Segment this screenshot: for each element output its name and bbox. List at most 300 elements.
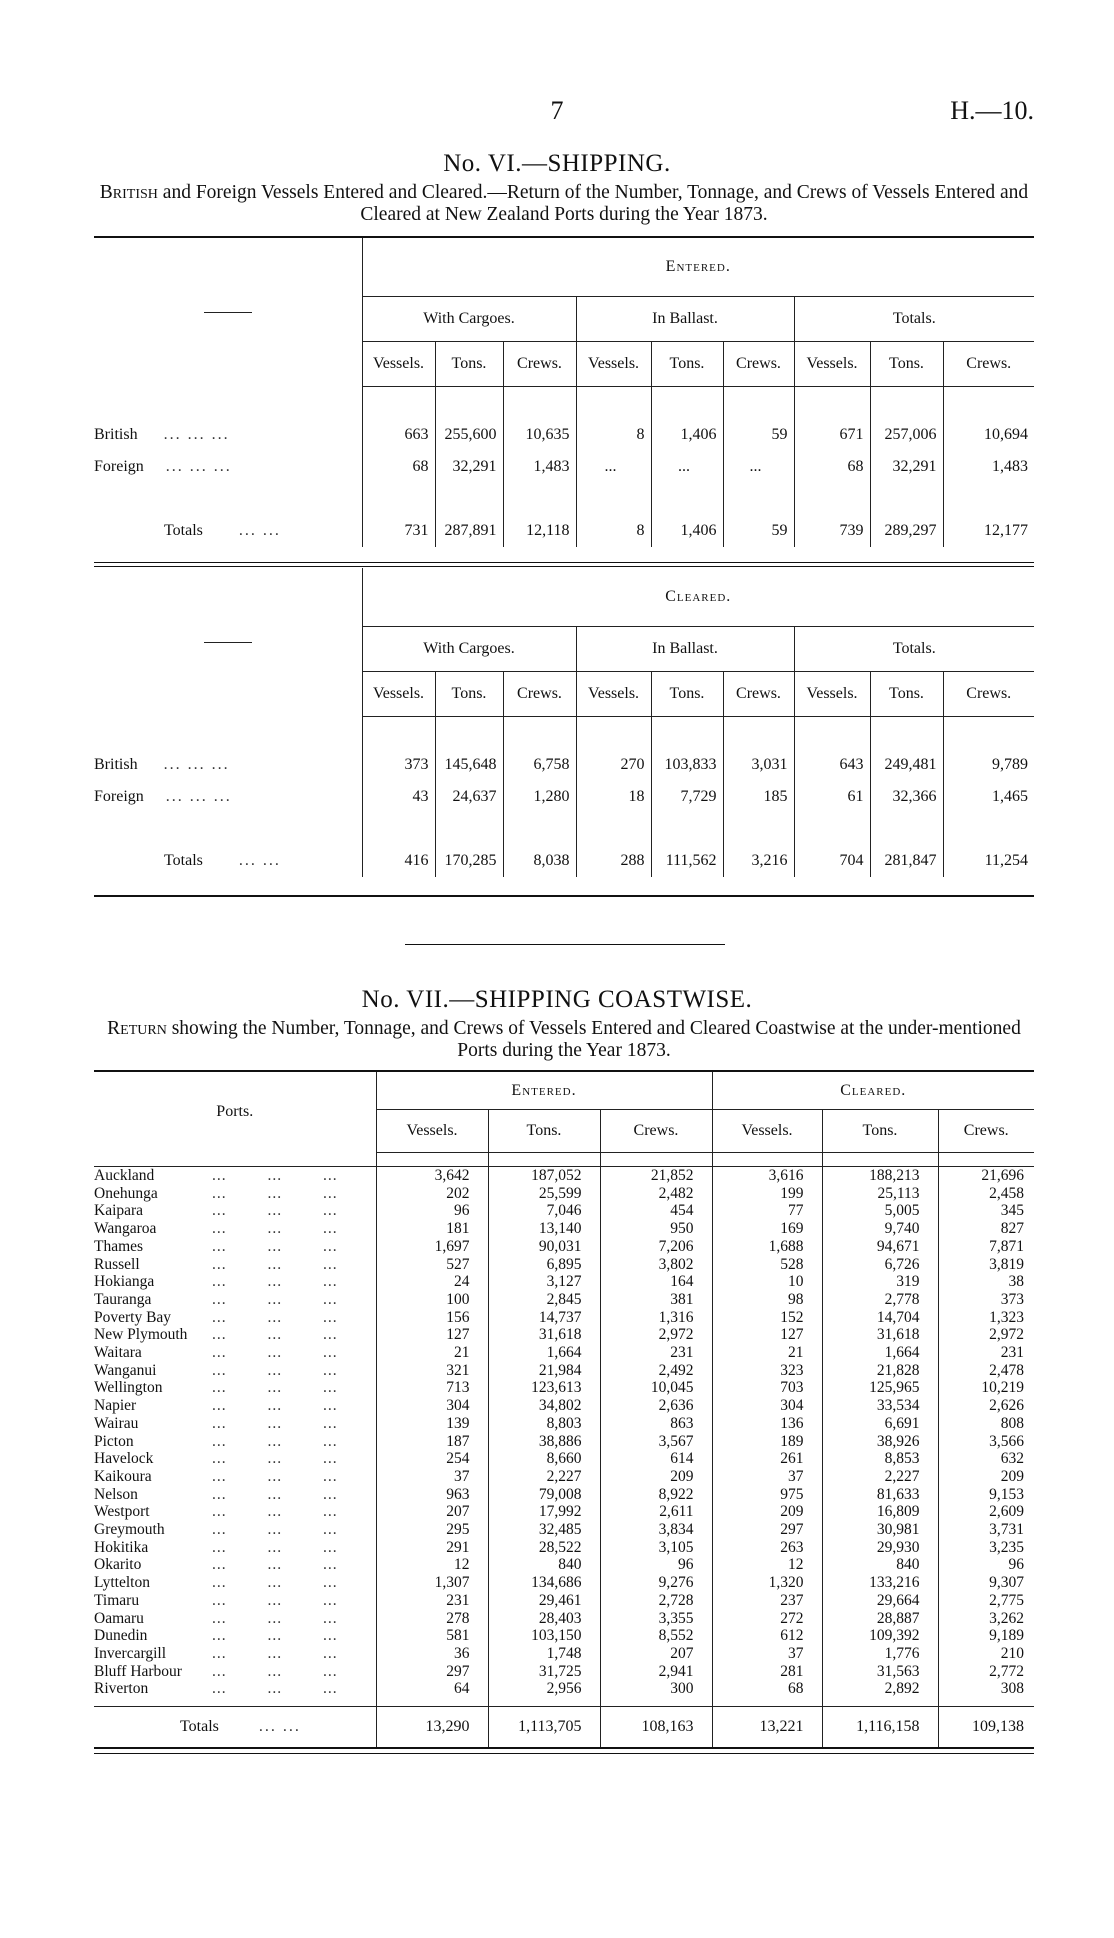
cell: 43 [362, 781, 435, 813]
totals-row [94, 845, 1034, 877]
cell: 295 [376, 1521, 488, 1539]
table-row [94, 1185, 1034, 1203]
col-crews: Crews. [600, 1110, 712, 1152]
cell: 2,609 [938, 1503, 1034, 1521]
cell: 3,802 [600, 1256, 712, 1274]
totals-header: Totals. [794, 297, 1034, 342]
cell: 21 [712, 1344, 822, 1362]
cell: 28,522 [488, 1539, 600, 1557]
cell: 12,118 [503, 515, 576, 547]
port-name: Napier ... ... ... [94, 1397, 338, 1415]
cell: 1,483 [503, 451, 576, 483]
cell: 123,613 [488, 1379, 600, 1397]
cell: 13,290 [376, 1707, 488, 1749]
cell: 3,235 [938, 1539, 1034, 1557]
cell: 289,297 [870, 515, 943, 547]
cell: 261 [712, 1450, 822, 1468]
cell: 31,725 [488, 1663, 600, 1681]
table-row [94, 1468, 1034, 1486]
cell: 321 [376, 1362, 488, 1380]
cell: 381 [600, 1291, 712, 1309]
cell: 79,008 [488, 1486, 600, 1504]
cell: 643 [794, 749, 870, 781]
col-vessels: Vessels. [576, 672, 651, 717]
cell: 24,637 [435, 781, 503, 813]
cell: 3,105 [600, 1539, 712, 1557]
cell: 2,482 [600, 1185, 712, 1203]
cell: 209 [600, 1468, 712, 1486]
cell: 14,737 [488, 1309, 600, 1327]
cell: 59 [723, 515, 794, 547]
section-6-description [94, 182, 1034, 226]
port-name: Hokitika ... ... ... [94, 1538, 338, 1556]
port-name: Auckland ... ... ... [94, 1167, 338, 1184]
cell: 134,686 [488, 1574, 600, 1592]
cell: 1,483 [943, 451, 1034, 483]
cell: 139 [376, 1415, 488, 1433]
cell: 156 [376, 1309, 488, 1327]
cell: 11,254 [943, 845, 1034, 877]
cell: 663 [362, 419, 435, 451]
col-vessels: Vessels. [576, 342, 651, 387]
cell: 2,478 [938, 1362, 1034, 1380]
cell: 21,852 [600, 1167, 712, 1185]
cell: 10,635 [503, 419, 576, 451]
cell: 2,778 [822, 1291, 938, 1309]
cell: 2,492 [600, 1362, 712, 1380]
col-vessels: Vessels. [362, 342, 435, 387]
cell: 731 [362, 515, 435, 547]
cell: 38,926 [822, 1433, 938, 1451]
table-row [94, 1521, 1034, 1539]
totals-header: Totals. [794, 627, 1034, 672]
cell: 10,694 [943, 419, 1034, 451]
table-row [94, 1256, 1034, 1274]
cell: 2,458 [938, 1185, 1034, 1203]
cell: 145,648 [435, 749, 503, 781]
cell: 38,886 [488, 1433, 600, 1451]
cell: 32,485 [488, 1521, 600, 1539]
cell: 6,895 [488, 1256, 600, 1274]
table-6-cleared [94, 568, 1034, 877]
cell: 1,116,158 [822, 1707, 938, 1749]
cell: 373 [362, 749, 435, 781]
col-tons: Tons. [651, 672, 723, 717]
with-cargoes-header: With Cargoes. [362, 627, 576, 672]
cell: 454 [600, 1202, 712, 1220]
cell: 7,871 [938, 1238, 1034, 1256]
port-name: Waitara ... ... ... [94, 1344, 338, 1362]
cell: 3,127 [488, 1273, 600, 1291]
stub-dash [204, 642, 252, 643]
cleared-heading: Cleared. [712, 1072, 1034, 1110]
stub-dash [204, 312, 252, 313]
cell: 2,772 [938, 1663, 1034, 1681]
col-tons: Tons. [870, 672, 943, 717]
cell: 96 [376, 1202, 488, 1220]
cell: 2,972 [600, 1326, 712, 1344]
cell: 2,892 [822, 1680, 938, 1698]
row-label: Foreign ... ... ... [94, 788, 232, 805]
cell: 29,461 [488, 1592, 600, 1610]
cell: 21,984 [488, 1362, 600, 1380]
cell: 68 [794, 451, 870, 483]
cell: 632 [938, 1450, 1034, 1468]
cell: 840 [488, 1556, 600, 1574]
cell: 133,216 [822, 1574, 938, 1592]
cell: 281,847 [870, 845, 943, 877]
cell: 202 [376, 1185, 488, 1203]
table-row [94, 1379, 1034, 1397]
cell: 6,726 [822, 1256, 938, 1274]
cell: 297 [712, 1521, 822, 1539]
cell: 127 [712, 1326, 822, 1344]
section-6-title: No. VI.—SHIPPING. [443, 150, 671, 177]
cell: 1,776 [822, 1645, 938, 1663]
cell: 1,664 [488, 1344, 600, 1362]
col-tons: Tons. [651, 342, 723, 387]
cell: 9,276 [600, 1574, 712, 1592]
col-tons: Tons. [822, 1110, 938, 1152]
col-tons: Tons. [435, 672, 503, 717]
port-name: Wanganui ... ... ... [94, 1361, 338, 1379]
col-crews: Crews. [503, 342, 576, 387]
cell: 64 [376, 1680, 488, 1698]
table-row [94, 1645, 1034, 1663]
cell: 808 [938, 1415, 1034, 1433]
port-name: Tauranga ... ... ... [94, 1290, 338, 1308]
cell: 1,664 [822, 1344, 938, 1362]
cell: 31,618 [488, 1326, 600, 1344]
cell: 37 [376, 1468, 488, 1486]
cell: 9,189 [938, 1627, 1034, 1645]
cell: 2,227 [488, 1468, 600, 1486]
table-7-coastwise [94, 1072, 1034, 1754]
row-label: British ... ... ... [94, 426, 230, 443]
cell: 81,633 [822, 1486, 938, 1504]
cell: 181 [376, 1220, 488, 1238]
cell: ... [723, 451, 794, 483]
stub-header [94, 238, 362, 387]
in-ballast-header: In Ballast. [576, 297, 794, 342]
cell: 739 [794, 515, 870, 547]
entered-heading: Entered. [362, 238, 1034, 297]
cell: 17,992 [488, 1503, 600, 1521]
cell: 3,355 [600, 1610, 712, 1628]
cell: 38 [938, 1273, 1034, 1291]
table-row [94, 1450, 1034, 1468]
port-name: Bluff Harbour ... ... ... [94, 1662, 338, 1680]
cell: 9,153 [938, 1486, 1034, 1504]
cell: 291 [376, 1539, 488, 1557]
cell: 94,671 [822, 1238, 938, 1256]
cell: 614 [600, 1450, 712, 1468]
cell: 14,704 [822, 1309, 938, 1327]
cell: 103,150 [488, 1627, 600, 1645]
cell: 827 [938, 1220, 1034, 1238]
col-vessels: Vessels. [362, 672, 435, 717]
cell: 188,213 [822, 1167, 938, 1185]
cell: 9,307 [938, 1574, 1034, 1592]
table-row [94, 451, 1034, 483]
col-tons: Tons. [435, 342, 503, 387]
port-name: Kaikoura ... ... ... [94, 1467, 338, 1485]
cell: 288 [576, 845, 651, 877]
cell: 963 [376, 1486, 488, 1504]
section-7-title: No. VII.—SHIPPING COASTWISE. [361, 986, 753, 1013]
col-tons: Tons. [488, 1110, 600, 1152]
table-row [94, 749, 1034, 781]
table-row [94, 1610, 1034, 1628]
cell: 9,789 [943, 749, 1034, 781]
table-row [94, 1539, 1034, 1557]
table-row [94, 1397, 1034, 1415]
col-crews: Crews. [503, 672, 576, 717]
table-row [94, 1326, 1034, 1344]
cell: 255,600 [435, 419, 503, 451]
cell: 21 [376, 1344, 488, 1362]
cell: 2,941 [600, 1663, 712, 1681]
cell: 300 [600, 1680, 712, 1698]
cell: 5,005 [822, 1202, 938, 1220]
cell: 207 [600, 1645, 712, 1663]
cell: 319 [822, 1273, 938, 1291]
table-row [94, 419, 1034, 451]
cell: 13,140 [488, 1220, 600, 1238]
cell: 59 [723, 419, 794, 451]
cell: 840 [822, 1556, 938, 1574]
cell: 12 [712, 1556, 822, 1574]
table-row [94, 1415, 1034, 1433]
cell: 169 [712, 1220, 822, 1238]
cell: 713 [376, 1379, 488, 1397]
col-crews: Crews. [723, 342, 794, 387]
cell: 3,262 [938, 1610, 1034, 1628]
table-6-bottom-rule [94, 895, 1034, 897]
cell: 1,406 [651, 515, 723, 547]
row-label: Totals ... ... [164, 522, 281, 539]
cell: 31,563 [822, 1663, 938, 1681]
cell: 16,809 [822, 1503, 938, 1521]
cell: 210 [938, 1645, 1034, 1663]
table-row [94, 1220, 1034, 1238]
port-name: Timaru ... ... ... [94, 1591, 338, 1609]
cell: 581 [376, 1627, 488, 1645]
cell: 263 [712, 1539, 822, 1557]
cell: 103,833 [651, 749, 723, 781]
cell: 3,031 [723, 749, 794, 781]
cell: 100 [376, 1291, 488, 1309]
stub-header [94, 568, 362, 717]
cell: 10,219 [938, 1379, 1034, 1397]
port-name: Okarito ... ... ... [94, 1556, 338, 1574]
table-row [94, 1574, 1034, 1592]
cell: 3,731 [938, 1521, 1034, 1539]
cell: 950 [600, 1220, 712, 1238]
cell: 3,566 [938, 1433, 1034, 1451]
cell: 2,956 [488, 1680, 600, 1698]
cell: 270 [576, 749, 651, 781]
cell: 1,406 [651, 419, 723, 451]
cell: 30,981 [822, 1521, 938, 1539]
totals-row [94, 1707, 1034, 1749]
cell: 21,696 [938, 1167, 1034, 1185]
cell: 33,534 [822, 1397, 938, 1415]
port-name: New Plymouth ... ... ... [94, 1326, 338, 1344]
cell: 12,177 [943, 515, 1034, 547]
cell: 209 [938, 1468, 1034, 1486]
in-ballast-header: In Ballast. [576, 627, 794, 672]
cell: 24 [376, 1273, 488, 1291]
cell: 25,113 [822, 1185, 938, 1203]
page-number: 7 [550, 96, 564, 125]
section-separator [405, 944, 725, 945]
table-row [94, 1503, 1034, 1521]
row-label: Foreign ... ... ... [94, 458, 232, 475]
cell: 3,616 [712, 1167, 822, 1185]
port-name: Havelock ... ... ... [94, 1450, 338, 1468]
cell: 32,366 [870, 781, 943, 813]
row-label: Totals ... ... [180, 1718, 301, 1736]
cell: 8,552 [600, 1627, 712, 1645]
cell: 3,567 [600, 1433, 712, 1451]
cell: 2,972 [938, 1326, 1034, 1344]
section-6-description-lead: British [99, 182, 158, 203]
cell: 2,775 [938, 1592, 1034, 1610]
cell: 125,965 [822, 1379, 938, 1397]
cell: 2,636 [600, 1397, 712, 1415]
cell: 28,887 [822, 1610, 938, 1628]
port-name: Lyttelton ... ... ... [94, 1574, 338, 1592]
port-name: Russell ... ... ... [94, 1255, 338, 1273]
cell: 323 [712, 1362, 822, 1380]
port-name: Dunedin ... ... ... [94, 1627, 338, 1645]
document-reference: H.—10. [950, 96, 1034, 125]
row-label: British ... ... ... [94, 756, 230, 773]
cell: 31,618 [822, 1326, 938, 1344]
section-7-description [94, 1018, 1034, 1062]
cell: 237 [712, 1592, 822, 1610]
cell: 187,052 [488, 1167, 600, 1185]
cell: 37 [712, 1645, 822, 1663]
table-row [94, 1291, 1034, 1309]
cell: 2,611 [600, 1503, 712, 1521]
cell: 8,038 [503, 845, 576, 877]
cell: 2,227 [822, 1468, 938, 1486]
col-vessels: Vessels. [794, 672, 870, 717]
table-6-divider [94, 562, 1034, 567]
with-cargoes-header: With Cargoes. [362, 297, 576, 342]
cell: 1,320 [712, 1574, 822, 1592]
cell: 3,216 [723, 845, 794, 877]
cell: 109,138 [938, 1707, 1034, 1749]
cell: 7,729 [651, 781, 723, 813]
cell: 21,828 [822, 1362, 938, 1380]
cell: 1,688 [712, 1238, 822, 1256]
cell: 25,599 [488, 1185, 600, 1203]
cell: 527 [376, 1256, 488, 1274]
cell: 187 [376, 1433, 488, 1451]
cell: 98 [712, 1291, 822, 1309]
cell: 164 [600, 1273, 712, 1291]
cell: 10,045 [600, 1379, 712, 1397]
row-label: Totals ... ... [164, 852, 281, 869]
port-name: Nelson ... ... ... [94, 1485, 338, 1503]
col-vessels: Vessels. [794, 342, 870, 387]
cell: 2,728 [600, 1592, 712, 1610]
cell: 9,740 [822, 1220, 938, 1238]
cell: 863 [600, 1415, 712, 1433]
cell: 111,562 [651, 845, 723, 877]
port-name: Kaipara ... ... ... [94, 1202, 338, 1220]
cell: 703 [712, 1379, 822, 1397]
cell: 345 [938, 1202, 1034, 1220]
cell: 308 [938, 1680, 1034, 1698]
cell: 1,323 [938, 1309, 1034, 1327]
cell: 231 [376, 1592, 488, 1610]
cell: ... [651, 451, 723, 483]
port-name: Westport ... ... ... [94, 1503, 338, 1521]
cell: 3,819 [938, 1256, 1034, 1274]
port-name: Onehunga ... ... ... [94, 1184, 338, 1202]
cell: 185 [723, 781, 794, 813]
cell: 37 [712, 1468, 822, 1486]
cell: 304 [376, 1397, 488, 1415]
cell: 1,697 [376, 1238, 488, 1256]
cell: 34,802 [488, 1397, 600, 1415]
table-row [94, 1167, 1034, 1185]
table-row [94, 1344, 1034, 1362]
cell: 18 [576, 781, 651, 813]
cell: 6,758 [503, 749, 576, 781]
port-name: Picton ... ... ... [94, 1432, 338, 1450]
port-name: Riverton ... ... ... [94, 1680, 338, 1698]
cell: 32,291 [870, 451, 943, 483]
entered-heading: Entered. [376, 1072, 712, 1110]
cell: 199 [712, 1185, 822, 1203]
col-vessels: Vessels. [712, 1110, 822, 1152]
cell: 13,221 [712, 1707, 822, 1749]
cell: 249,481 [870, 749, 943, 781]
port-name: Oamaru ... ... ... [94, 1609, 338, 1627]
cell: 209 [712, 1503, 822, 1521]
cell: 136 [712, 1415, 822, 1433]
table-row [94, 1556, 1034, 1574]
cell: 1,316 [600, 1309, 712, 1327]
cell: 281 [712, 1663, 822, 1681]
cleared-heading: Cleared. [362, 568, 1034, 627]
cell: 416 [362, 845, 435, 877]
cell: 68 [362, 451, 435, 483]
totals-row [94, 515, 1034, 547]
cell: 7,206 [600, 1238, 712, 1256]
cell: 3,642 [376, 1167, 488, 1185]
cell: 704 [794, 845, 870, 877]
cell: ... [576, 451, 651, 483]
table-row [94, 1627, 1034, 1645]
cell: 6,691 [822, 1415, 938, 1433]
col-crews: Crews. [943, 672, 1034, 717]
cell: 2,845 [488, 1291, 600, 1309]
cell: 297 [376, 1663, 488, 1681]
cell: 12 [376, 1556, 488, 1574]
cell: 29,930 [822, 1539, 938, 1557]
cell: 68 [712, 1680, 822, 1698]
port-name: Invercargill ... ... ... [94, 1644, 338, 1662]
cell: 189 [712, 1433, 822, 1451]
cell: 1,113,705 [488, 1707, 600, 1749]
cell: 373 [938, 1291, 1034, 1309]
